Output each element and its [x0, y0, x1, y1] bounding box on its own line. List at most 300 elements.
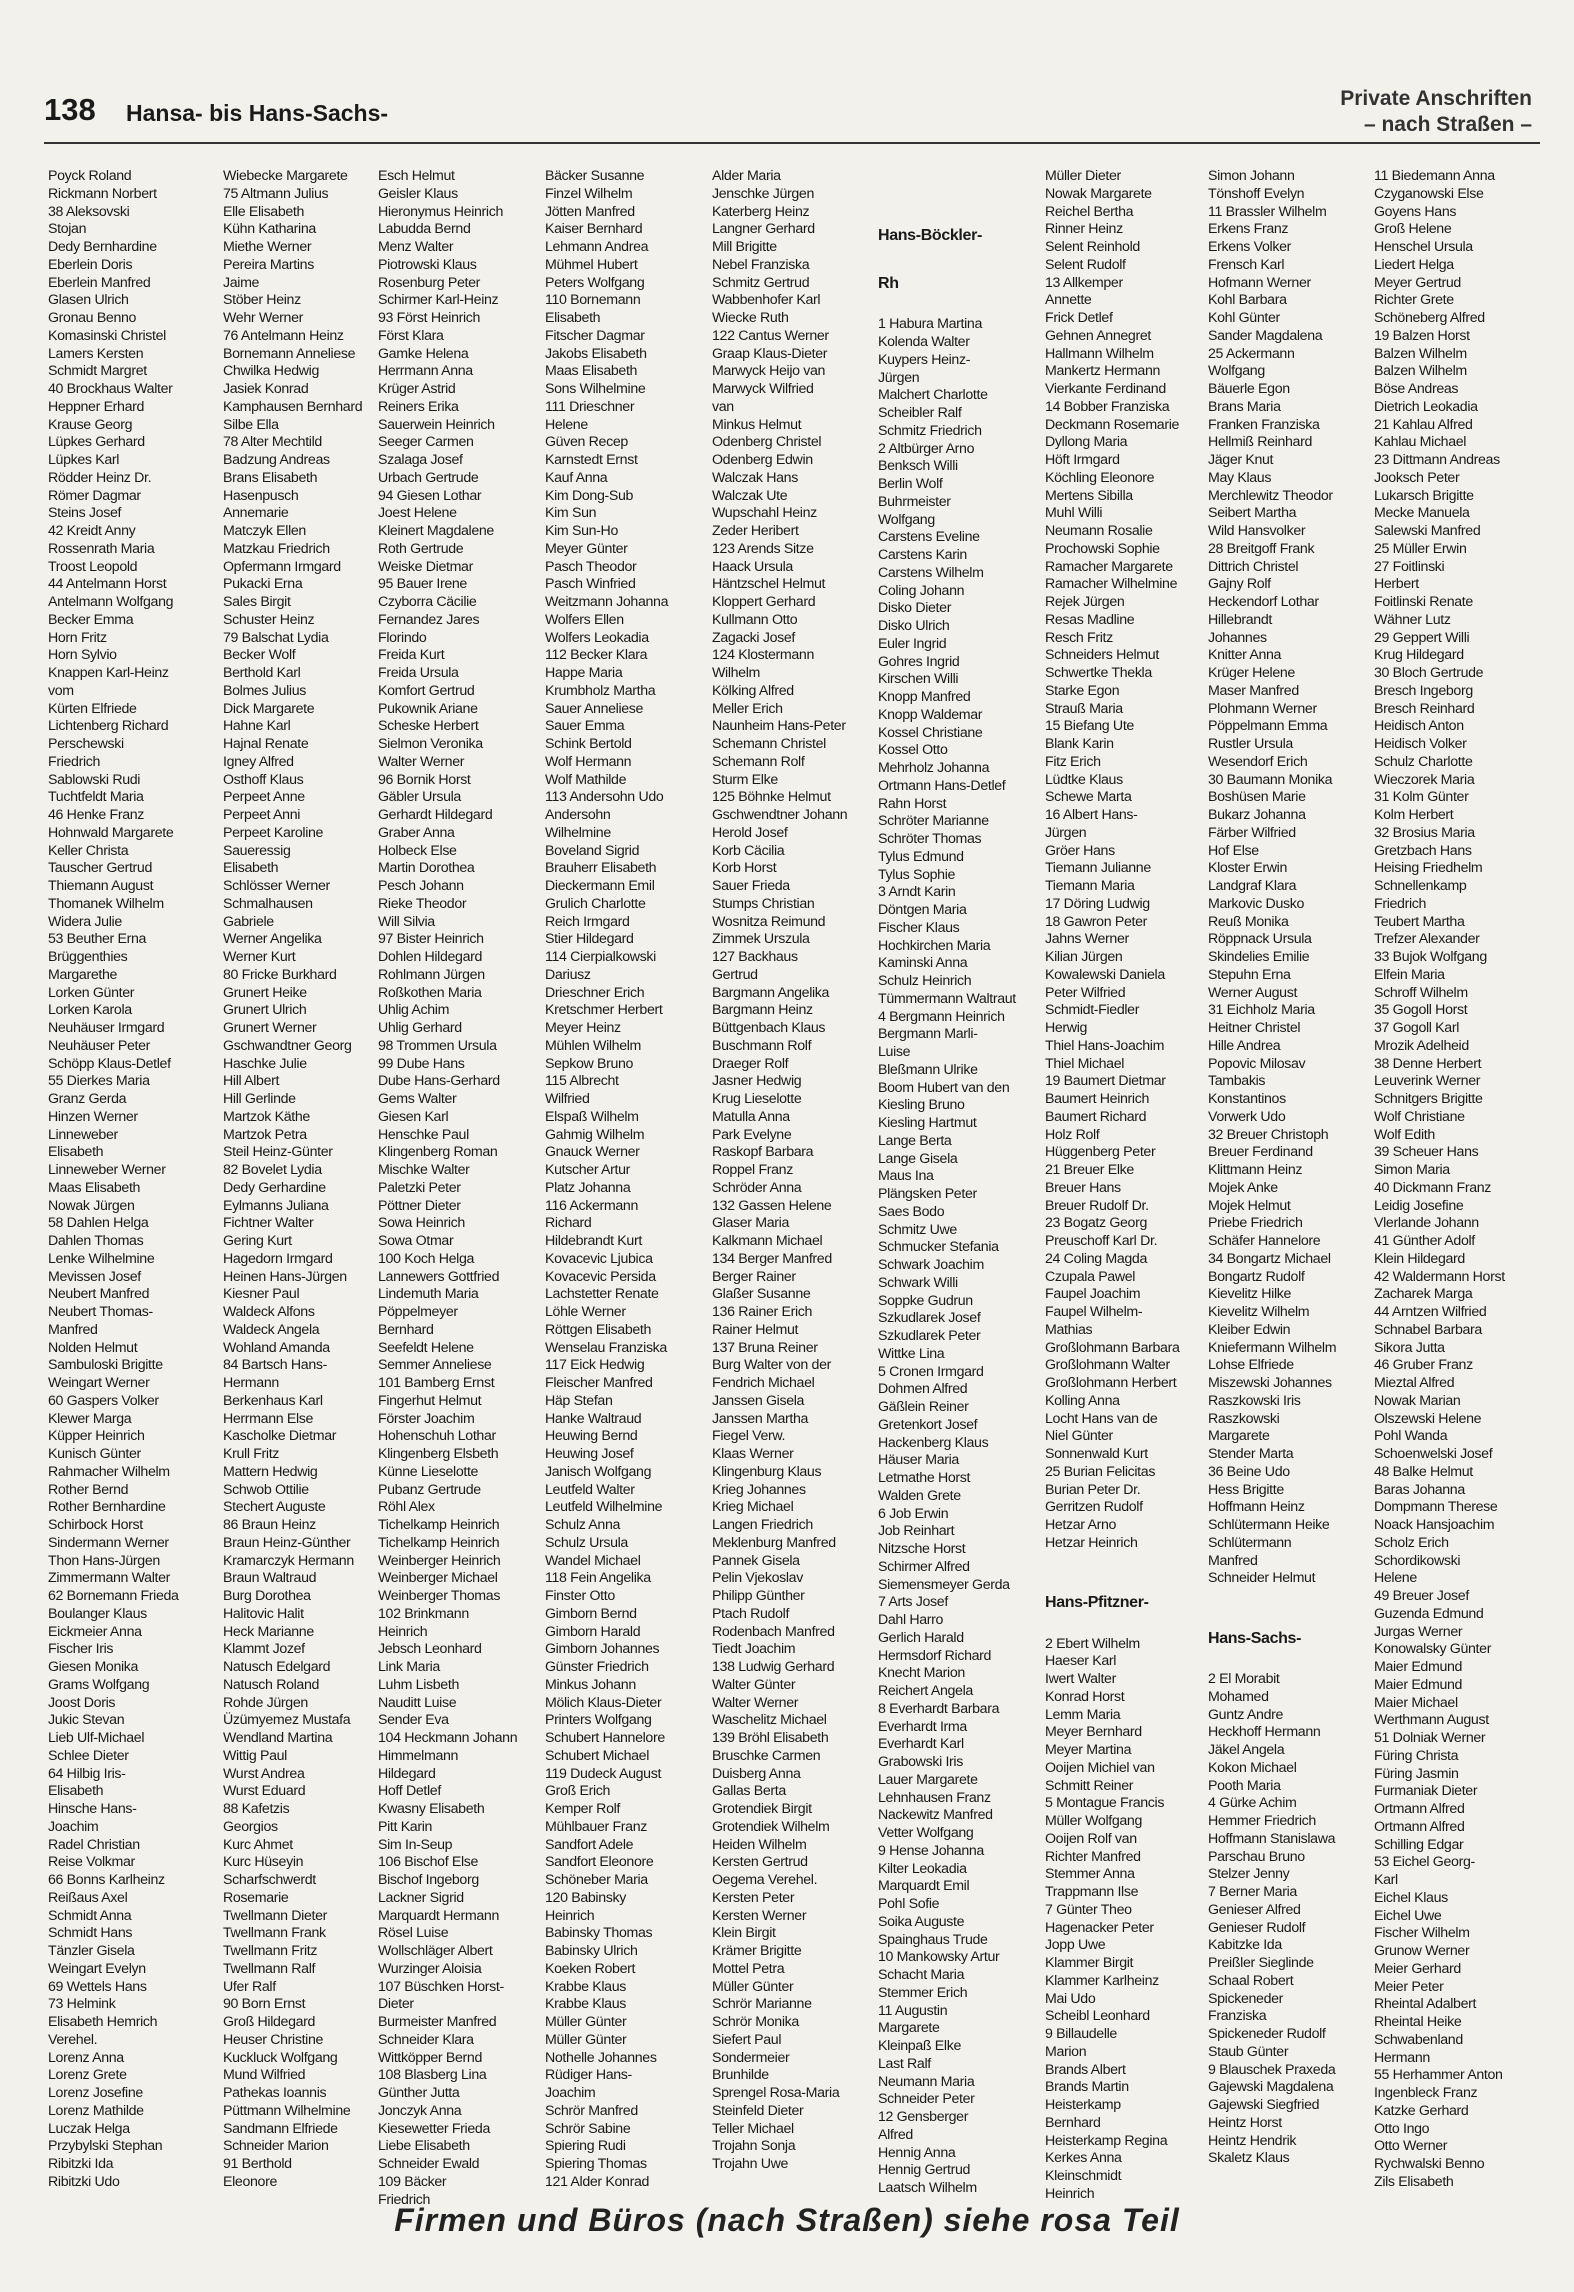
directory-entry: Döntgen Maria: [878, 902, 967, 918]
directory-entry: Faupel Wilhelm-: [1045, 1304, 1143, 1320]
directory-entry: Elfein Maria: [1374, 966, 1445, 983]
directory-entry: Euler Ingrid: [878, 635, 947, 652]
directory-entry: Weinberger Thomas: [378, 1588, 501, 1604]
directory-entry: Schlütermann Heike: [1208, 1517, 1330, 1533]
directory-entry: Pereira Martins: [223, 256, 314, 273]
directory-entry: Lange Berta: [878, 1132, 952, 1149]
directory-entry: Stemmer Anna: [1045, 1866, 1135, 1883]
directory-entry: Schemann Rolf: [712, 753, 805, 770]
directory-entry: 134 Berger Manfred: [712, 1250, 832, 1267]
directory-entry: Boom Hubert van den: [878, 1079, 1010, 1096]
directory-entry: Alder Maria: [712, 168, 781, 184]
directory-entry: Igney Alfred: [223, 753, 294, 770]
directory-entry: Lüpkes Gerhard: [48, 434, 145, 451]
directory-entry: Fichtner Walter: [223, 1215, 314, 1232]
directory-entry: Waschelitz Michael: [712, 1712, 827, 1729]
directory-entry: Bargmann Heinz: [712, 1002, 813, 1019]
directory-entry: Granz Gerda: [48, 1091, 127, 1107]
directory-entry: Neubert Manfred: [48, 1286, 150, 1303]
directory-entry: Zimmek Urszula: [712, 931, 810, 948]
directory-entry: Schmucker Stefania: [878, 1239, 999, 1256]
directory-entry: Konrad Horst: [1045, 1688, 1125, 1705]
directory-entry: Komfort Gertrud: [378, 682, 475, 699]
directory-entry: Vetter Wolfgang: [878, 1825, 974, 1841]
directory-entry: 73 Helmink: [48, 1996, 116, 2013]
directory-entry: [878, 168, 1038, 186]
directory-entry: Zacharek Marga: [1374, 1286, 1473, 1303]
section-title: [1340, 86, 1532, 138]
directory-entry: Waldeck Angela: [223, 1321, 320, 1338]
directory-entry: Szkudlarek Peter: [878, 1328, 981, 1344]
directory-entry: Gabriele: [223, 913, 274, 930]
directory-entry: Bäcker Susanne: [545, 168, 645, 184]
directory-entry: Vlerlande Johann: [1374, 1215, 1479, 1232]
directory-entry: Bongartz Rudolf: [1208, 1268, 1305, 1285]
directory-entry: Wolfers Ellen: [545, 611, 624, 628]
directory-entry: Raszkowski Iris: [1208, 1392, 1301, 1409]
directory-entry: Nowak Margarete: [1045, 185, 1152, 202]
directory-entry: Menz Walter: [378, 239, 454, 255]
directory-entry: Maas Elisabeth: [48, 1179, 141, 1196]
directory-entry: Knopp Manfred: [878, 689, 971, 705]
directory-entry: Wabbenhofer Karl: [712, 292, 821, 309]
directory-entry: Thon Hans-Jürgen: [48, 1552, 160, 1569]
directory-entry: Jurgas Werner: [1374, 1623, 1463, 1640]
directory-entry: Herrmann Else: [223, 1410, 314, 1427]
directory-entry: 122 Cantus Werner: [712, 327, 829, 344]
directory-entry: Mevissen Josef: [48, 1268, 141, 1285]
directory-entry: Peter Wilfried: [1045, 984, 1126, 1001]
directory-entry: 40 Brockhaus Walter: [48, 381, 173, 397]
directory-entry: Kramarczyk Hermann: [223, 1552, 354, 1569]
directory-entry: Chwilka Hedwig: [223, 363, 320, 380]
directory-entry: Stumps Christian: [712, 895, 815, 912]
directory-entry: Semmer Anneliese: [378, 1357, 492, 1374]
directory-entry: Perschewski: [48, 736, 124, 752]
directory-entry: Knappen Karl-Heinz: [48, 665, 169, 681]
directory-entry: Berlin Wolf: [878, 476, 943, 492]
directory-entry: Steil Heinz-Günter: [223, 1144, 333, 1161]
directory-entry: Lüdtke Klaus: [1045, 771, 1123, 788]
directory-entry: Müller Günter: [545, 2014, 627, 2030]
directory-entry: Kilter Leokadia: [878, 1860, 967, 1877]
directory-entry: Langner Gerhard: [712, 221, 815, 238]
directory-entry: Spickeneder Rudolf: [1208, 2026, 1326, 2042]
directory-entry: Kretschmer Herbert: [545, 1002, 663, 1019]
directory-entry: Schmitt Reiner: [1045, 1777, 1134, 1794]
directory-entry: 2 Ebert Wilhelm: [1045, 1635, 1140, 1652]
directory-entry: Scheibler Ralf: [878, 405, 962, 421]
directory-entry: 62 Bornemann Frieda: [48, 1588, 179, 1604]
directory-entry: Link Maria: [378, 1659, 440, 1675]
directory-entry: Hoffmann Stanislawa: [1208, 1830, 1336, 1847]
directory-entry: Babinsky Thomas: [545, 1925, 653, 1942]
directory-entry: Nebel Franziska: [712, 256, 810, 273]
directory-entry: Sablowski Rudi: [48, 771, 141, 788]
directory-entry: Heitner Christel: [1208, 1020, 1301, 1036]
directory-entry: Dieter: [378, 1996, 414, 2013]
directory-entry: Groß Erich: [545, 1783, 611, 1800]
directory-entry: Widera Julie: [48, 913, 122, 930]
directory-entry: Baumert Richard: [1045, 1108, 1147, 1125]
directory-entry: Fingerhut Helmut: [378, 1392, 482, 1409]
directory-entry: Joost Doris: [48, 1694, 116, 1711]
directory-entry: Friedrich: [1374, 895, 1427, 912]
directory-entry: Pohl Wanda: [1374, 1428, 1448, 1445]
directory-entry: Letmathe Horst: [878, 1470, 971, 1486]
directory-entry: Sandmann Elfriede: [223, 2120, 338, 2137]
directory-entry: Groß Helene: [1374, 221, 1452, 238]
directory-entry: Gretzbach Hans: [1374, 842, 1472, 859]
directory-entry: Otto Ingo: [1374, 2120, 1430, 2137]
directory-entry: Gerhardt Hildegard: [378, 807, 493, 823]
directory-entry: Pooth Maria: [1208, 1777, 1281, 1794]
directory-entry: Mattern Hedwig: [223, 1463, 318, 1480]
directory-entry: Mund Wilfried: [223, 2067, 306, 2084]
directory-entry: Kleinpaß Elke: [878, 2038, 961, 2054]
directory-entry: Reuß Monika: [1208, 913, 1289, 930]
directory-entry: Teubert Martha: [1374, 913, 1465, 930]
directory-entry: Katerberg Heinz: [712, 203, 810, 220]
directory-entry: 78 Alter Mechtild: [223, 434, 322, 451]
directory-entry: Köchling Eleonore: [1045, 469, 1155, 486]
directory-entry: Weinberger Heinrich: [378, 1552, 501, 1569]
directory-entry: Sindermann Werner: [48, 1534, 169, 1551]
directory-entry: Mecke Manuela: [1374, 505, 1470, 522]
directory-entry: Balzen Wilhelm: [1374, 345, 1467, 362]
directory-entry: Mölich Klaus-Dieter: [545, 1694, 662, 1711]
directory-entry: Bäuerle Egon: [1208, 381, 1290, 397]
directory-entry: Jürgen: [1045, 824, 1087, 841]
directory-entry: Pukownik Ariane: [378, 700, 478, 717]
directory-entry: Baras Johanna: [1374, 1481, 1465, 1498]
directory-entry: Sonnenwald Kurt: [1045, 1446, 1148, 1462]
directory-entry: Weingart Werner: [48, 1375, 150, 1391]
directory-entry: Draeger Rolf: [712, 1055, 789, 1072]
directory-entry: Halitovic Halit: [223, 1605, 304, 1622]
directory-entry: Gertrud: [712, 966, 758, 983]
directory-entry: Jooksch Peter: [1374, 469, 1460, 486]
directory-entry: Teller Michael: [712, 2120, 794, 2137]
directory-entry: Sandfort Adele: [545, 1836, 634, 1853]
directory-entry: Elspaß Wilhelm: [545, 1108, 639, 1125]
directory-entry: Sales Birgit: [223, 594, 291, 610]
directory-entry: Glasen Ulrich: [48, 292, 129, 309]
directory-entry: Dohlen Hildegard: [378, 949, 483, 965]
directory-entry: 7 Berner Maria: [1208, 1884, 1297, 1900]
directory-entry: Prochowski Sophie: [1045, 540, 1160, 557]
directory-entry: Lohse Elfriede: [1208, 1357, 1294, 1374]
directory-entry: Richard: [545, 1215, 592, 1232]
directory-entry: Jonczyk Anna: [378, 2102, 462, 2119]
directory-entry: Perpeet Anni: [223, 807, 301, 823]
directory-entry: 84 Bartsch Hans-: [223, 1357, 328, 1374]
directory-entry: Grulich Charlotte: [545, 895, 646, 912]
directory-entry: Korb Horst: [712, 860, 777, 877]
directory-entry: Merchlewitz Theodor: [1208, 487, 1333, 504]
directory-entry: Parschau Bruno: [1208, 1848, 1305, 1865]
directory-entry: Guzenda Edmund: [1374, 1605, 1484, 1622]
directory-entry: Pitt Karin: [378, 1818, 433, 1835]
directory-entry: Richter Grete: [1374, 292, 1454, 309]
directory-entry: Duisberg Anna: [712, 1765, 801, 1782]
directory-entry: Klittmann Heinz: [1208, 1162, 1303, 1178]
directory-entry: Eylmanns Juliana: [223, 1197, 329, 1214]
directory-entry: Luhm Lisbeth: [378, 1676, 459, 1693]
directory-entry: [878, 299, 1038, 317]
directory-entry: Seeger Carmen: [378, 434, 474, 451]
directory-entry: Matzkau Friedrich: [223, 540, 330, 557]
directory-entry: 25 Ackermann: [1208, 345, 1295, 362]
directory-entry: Gschwandtner Georg: [223, 1037, 352, 1054]
directory-entry: 27 Foitlinski: [1374, 558, 1445, 575]
directory-entry: Tümmermann Waltraut: [878, 990, 1016, 1007]
directory-entry: Leutfeld Wilhelmine: [545, 1499, 663, 1516]
directory-entry: 42 Waldermann Horst: [1374, 1268, 1505, 1285]
directory-entry: Esch Helmut: [378, 168, 455, 184]
directory-entry: Pasch Winfried: [545, 576, 636, 593]
directory-entry: Schwark Joachim: [878, 1257, 984, 1273]
directory-entry: Sondermeier: [712, 2049, 790, 2066]
directory-entry: Jebsch Leonhard: [378, 1641, 482, 1658]
directory-entry: Färber Wilfried: [1208, 824, 1296, 841]
directory-entry: Uhlig Gerhard: [378, 1020, 462, 1036]
directory-entry: Boveland Sigrid: [545, 842, 640, 859]
directory-entry: Müller Günter: [545, 2031, 627, 2048]
directory-entry: Zeder Heribert: [712, 523, 799, 539]
directory-entry: Kim Sun-Ho: [545, 523, 618, 539]
directory-entry: Kwasny Elisabeth: [378, 1801, 485, 1817]
directory-column: [223, 168, 383, 2192]
directory-entry: Heuser Christine: [223, 2031, 324, 2048]
directory-entry: Schink Bertold: [545, 736, 632, 752]
directory-entry: 11 Biedemann Anna: [1374, 168, 1495, 184]
directory-entry: Steins Josef: [48, 505, 122, 522]
directory-entry: Pukacki Erna: [223, 576, 303, 593]
directory-entry: Klaas Werner: [712, 1446, 794, 1462]
directory-entry: Knecht Marion: [878, 1665, 965, 1682]
directory-entry: Urbach Gertrude: [378, 469, 479, 486]
directory-entry: Tichelkamp Heinrich: [378, 1534, 500, 1551]
directory-entry: Müller Dieter: [1045, 168, 1121, 184]
directory-entry: 80 Fricke Burkhard: [223, 966, 337, 983]
directory-entry: Bukarz Johanna: [1208, 807, 1306, 823]
directory-entry: Schröter Thomas: [878, 831, 982, 847]
directory-entry: 69 Wettels Hans: [48, 1978, 147, 1995]
directory-entry: Meller Erich: [712, 700, 783, 717]
directory-entry: 15 Biefang Ute: [1045, 718, 1134, 735]
directory-entry: Brans Maria: [1208, 398, 1281, 415]
directory-entry: 106 Bischof Else: [378, 1854, 479, 1871]
directory-entry: Häp Stefan: [545, 1392, 613, 1409]
directory-entry: Hof Else: [1208, 842, 1259, 859]
directory-entry: Krull Fritz: [223, 1446, 280, 1462]
directory-entry: [1208, 1588, 1368, 1606]
directory-entry: Rodenbach Manfred: [712, 1623, 835, 1640]
directory-entry: Brands Albert: [1045, 2061, 1126, 2078]
directory-entry: Uhlig Achim: [378, 1002, 450, 1019]
directory-entry: 66 Bonns Karlheinz: [48, 1872, 165, 1888]
directory-entry: Rickmann Norbert: [48, 185, 157, 202]
directory-entry: 123 Arends Sitze: [712, 540, 814, 557]
directory-entry: Füring Christa: [1374, 1747, 1459, 1764]
directory-entry: Kolenda Walter: [878, 334, 970, 350]
directory-entry: [1045, 1553, 1205, 1571]
directory-entry: Weinberger Michael: [378, 1570, 498, 1587]
directory-entry: Elisabeth: [223, 860, 279, 877]
directory-entry: [878, 251, 1038, 269]
directory-entry: Schemann Christel: [712, 736, 826, 752]
directory-entry: 11 Augustin: [878, 2002, 948, 2019]
directory-entry: 138 Ludwig Gerhard: [712, 1659, 835, 1675]
directory-entry: 2 Altbürger Arno: [878, 440, 975, 457]
directory-entry: Hoffmann Heinz: [1208, 1499, 1305, 1516]
directory-entry: Hennig Anna: [878, 2144, 956, 2161]
directory-entry: Eickmeier Anna: [48, 1623, 142, 1640]
directory-entry: Hill Gerlinde: [223, 1091, 296, 1107]
directory-entry: Fitscher Dagmar: [545, 327, 645, 344]
directory-entry: Heiden Wilhelm: [712, 1836, 807, 1853]
directory-column: [48, 168, 208, 2192]
directory-entry: Tiemann Julianne: [1045, 860, 1151, 877]
directory-entry: 8 Everhardt Barbara: [878, 1700, 1000, 1717]
directory-column: [712, 168, 872, 2174]
directory-entry: Eberlein Manfred: [48, 274, 151, 291]
directory-entry: Kersten Gertrud: [712, 1854, 808, 1871]
directory-entry: Steinfeld Dieter: [712, 2102, 804, 2119]
directory-entry: Krause Georg: [48, 416, 133, 433]
directory-entry: Knitter Anna: [1208, 647, 1282, 664]
directory-entry: Dahlen Thomas: [48, 1233, 144, 1249]
directory-entry: Klein Hildegard: [1374, 1250, 1465, 1267]
directory-entry: Bergmann Marli-: [878, 1026, 978, 1043]
directory-entry: Siemensmeyer Gerda: [878, 1576, 1010, 1593]
directory-entry: Disko Dieter: [878, 600, 952, 617]
directory-entry: Büttgenbach Klaus: [712, 1020, 826, 1036]
directory-entry: Bresch Reinhard: [1374, 700, 1475, 717]
directory-entry: Hermann: [1374, 2049, 1430, 2066]
directory-entry: 19 Baumert Dietmar: [1045, 1073, 1166, 1090]
directory-entry: Andersohn: [545, 807, 611, 823]
directory-entry: Maas Elisabeth: [545, 363, 638, 380]
directory-entry: 100 Koch Helga: [378, 1250, 475, 1267]
directory-entry: Brans Elisabeth: [223, 469, 318, 486]
directory-entry: Röhl Alex: [378, 1499, 435, 1516]
directory-entry: 13 Allkemper: [1045, 274, 1123, 291]
directory-entry: 137 Bruna Reiner: [712, 1339, 818, 1356]
directory-entry: Krüger Astrid: [378, 381, 456, 397]
directory-entry: Schwob Ottilie: [223, 1481, 309, 1498]
directory-entry: 23 Bogatz Georg: [1045, 1215, 1148, 1232]
directory-entry: Schnabel Barbara: [1374, 1321, 1482, 1338]
directory-entry: 115 Albrecht: [545, 1073, 619, 1090]
directory-entry: Konowalsky Günter: [1374, 1641, 1492, 1658]
directory-entry: Klein Birgit: [712, 1925, 776, 1942]
directory-entry: Roppel Franz: [712, 1162, 793, 1178]
directory-entry: Trojahn Uwe: [712, 2156, 789, 2172]
directory-entry: 95 Bauer Irene: [378, 576, 467, 593]
directory-entry: Silbe Ella: [223, 416, 279, 433]
directory-entry: Schirbock Horst: [48, 1517, 143, 1533]
directory-entry: Mieztal Alfred: [1374, 1375, 1455, 1391]
directory-entry: Weitzmann Johanna: [545, 594, 669, 610]
directory-entry: 117 Eick Hedwig: [545, 1357, 645, 1374]
directory-entry: Eleonore: [223, 2173, 277, 2190]
directory-entry: Schordikowski: [1374, 1552, 1461, 1569]
directory-entry: 101 Bamberg Ernst: [378, 1375, 495, 1391]
directory-entry: Pesch Johann: [378, 878, 464, 894]
directory-entry: Koeken Robert: [545, 1960, 636, 1977]
directory-entry: 28 Breitgoff Frank: [1208, 540, 1315, 557]
directory-entry: 64 Hilbig Iris-: [48, 1765, 126, 1782]
directory-entry: Florindo: [378, 629, 427, 646]
directory-entry: Walter Günter: [712, 1676, 796, 1693]
directory-entry: Hagenacker Peter: [1045, 1919, 1154, 1936]
directory-entry: Staub Günter: [1208, 2043, 1289, 2060]
directory-entry: 34 Bongartz Michael: [1208, 1250, 1331, 1267]
directory-entry: Kahlau Michael: [1374, 434, 1467, 451]
directory-entry: Kossel Christiane: [878, 724, 983, 741]
directory-entry: Erkens Franz: [1208, 221, 1289, 238]
directory-entry: Ingenbleck Franz: [1374, 2085, 1478, 2101]
directory-entry: Happe Maria: [545, 665, 623, 681]
directory-entry: Bornemann Anneliese: [223, 345, 356, 362]
directory-entry: Schuster Heinz: [223, 611, 315, 628]
directory-entry: Elisabeth: [48, 1144, 104, 1161]
directory-entry: Maier Edmund: [1374, 1659, 1463, 1675]
directory-entry: Kuckluck Wolfgang: [223, 2049, 338, 2066]
directory-entry: 114 Cierpialkowski: [545, 949, 656, 965]
directory-entry: Elle Elisabeth: [223, 203, 305, 220]
directory-entry: Margarete: [1208, 1428, 1270, 1445]
directory-entry: 30 Bloch Gertrude: [1374, 665, 1484, 681]
directory-entry: Twellmann Fritz: [223, 1943, 318, 1959]
directory-entry: Scharfschwerdt: [223, 1872, 316, 1888]
directory-entry: Gehnen Annegret: [1045, 327, 1151, 344]
directory-entry: Schmidt Margret: [48, 363, 147, 380]
directory-entry: 96 Bornik Horst: [378, 771, 471, 788]
directory-entry: Gronau Benno: [48, 310, 137, 326]
directory-entry: Nothelle Johannes: [545, 2049, 657, 2066]
directory-entry: Böse Andreas: [1374, 381, 1459, 397]
directory-entry: Franken Franziska: [1208, 416, 1320, 433]
directory-entry: Kilian Jürgen: [1045, 949, 1123, 965]
directory-entry: Stender Marta: [1208, 1446, 1294, 1462]
directory-entry: Lukarsch Brigitte: [1374, 487, 1474, 504]
directory-entry: Meyer Gertrud: [1374, 274, 1461, 291]
directory-entry: 9 Blauschek Praxeda: [1208, 2061, 1336, 2078]
directory-entry: Werner August: [1208, 984, 1298, 1001]
directory-entry: 53 Beuther Erna: [48, 931, 147, 948]
directory-entry: Mühlen Wilhelm: [545, 1037, 642, 1054]
directory-entry: Langen Friedrich: [712, 1517, 813, 1533]
directory-entry: Meyer Martina: [1045, 1742, 1132, 1758]
directory-entry: Simon Maria: [1374, 1162, 1450, 1178]
directory-entry: Rother Bernd: [48, 1481, 129, 1498]
directory-entry: Marquardt Emil: [878, 1878, 970, 1895]
directory-entry: Grotendiek Birgit: [712, 1801, 812, 1817]
directory-entry: Nauditt Luise: [378, 1694, 457, 1711]
directory-entry: Werthmann August: [1374, 1712, 1489, 1729]
directory-entry: Holbeck Else: [378, 842, 457, 859]
directory-entry: Förster Joachim: [378, 1410, 475, 1427]
directory-entry: Wittig Paul: [223, 1747, 287, 1764]
directory-entry: Hinzen Werner: [48, 1108, 138, 1125]
directory-entry: [1208, 1606, 1368, 1624]
directory-entry: Konstantinos: [1208, 1091, 1286, 1107]
directory-entry: Fiegel Verw.: [712, 1428, 786, 1445]
directory-entry: Luczak Helga: [48, 2120, 130, 2137]
